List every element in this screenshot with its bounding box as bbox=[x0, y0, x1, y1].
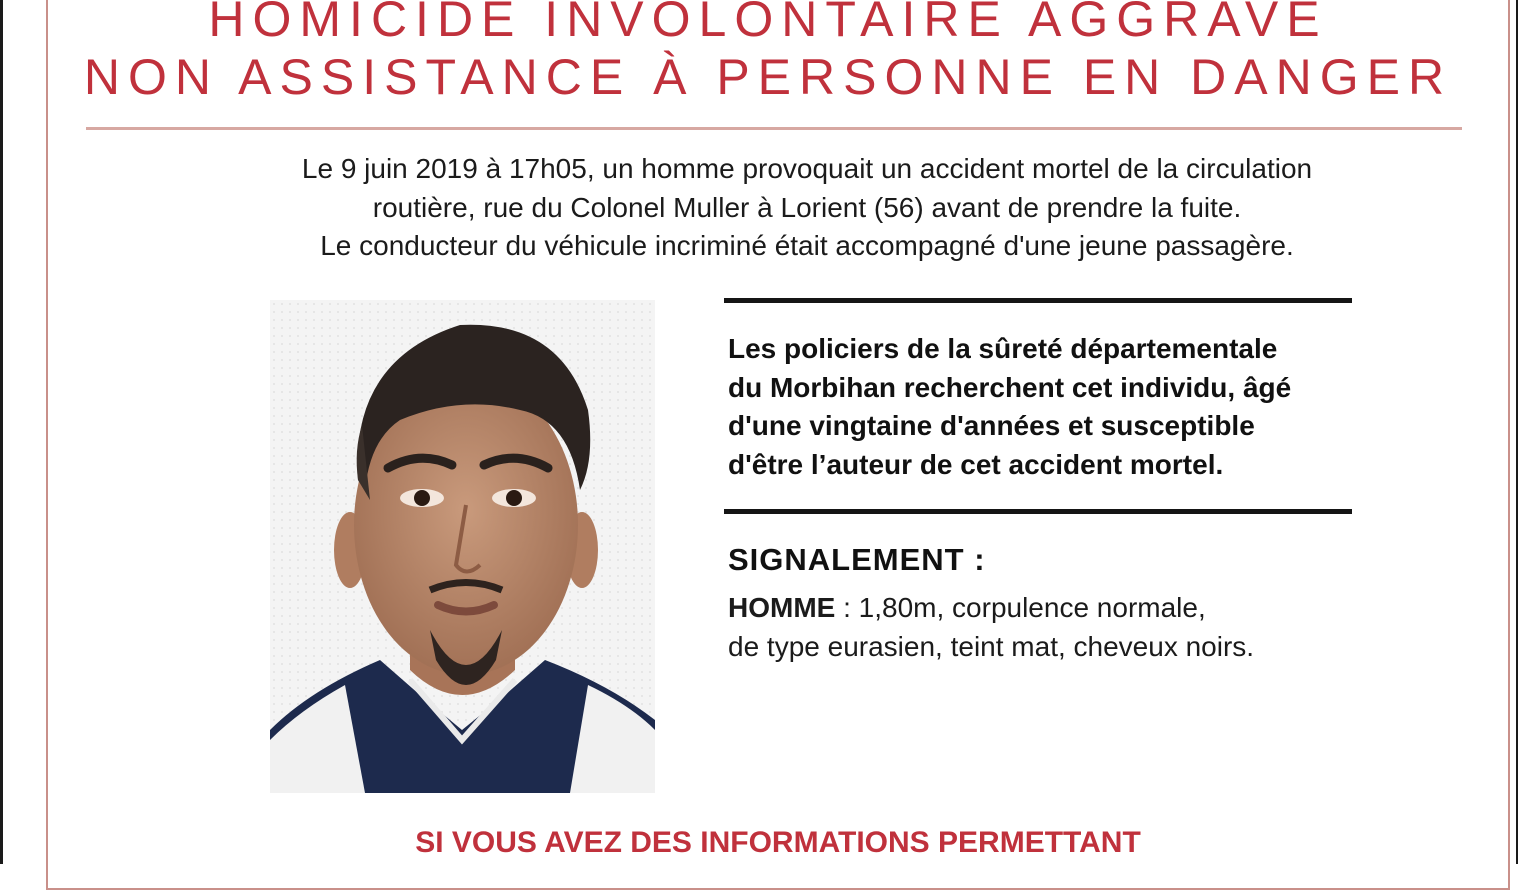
description-sex-label: HOMME bbox=[728, 592, 836, 623]
right-frame-edge bbox=[1516, 0, 1536, 864]
description-heading: SIGNALEMENT : bbox=[728, 542, 986, 577]
left-frame-edge bbox=[0, 0, 3, 864]
intro-line: Le conducteur du véhicule incriminé était accompagné d'une jeune passagère. bbox=[320, 230, 1294, 261]
notice-divider-top bbox=[724, 298, 1352, 303]
search-notice-line: Les policiers de la sûreté départementale bbox=[728, 333, 1278, 364]
description-line-2: de type eurasien, teint mat, cheveux noirs. bbox=[728, 630, 1255, 662]
title-divider bbox=[86, 127, 1462, 130]
search-notice bbox=[728, 330, 1408, 484]
poster-title-line-1: HOMICIDE INVOLONTAIRE AGGRAVE bbox=[208, 0, 1328, 47]
call-to-action: SI VOUS AVEZ DES INFORMATIONS PERMETTANT bbox=[415, 826, 1141, 859]
description-text bbox=[728, 589, 1254, 666]
search-notice-line: du Morbihan recherchent cet individu, âgé bbox=[728, 371, 1292, 403]
intro-paragraph bbox=[0, 150, 1536, 266]
search-notice-line: d'une vingtaine d'années et susceptible bbox=[728, 410, 1255, 441]
description-line-1: : 1,80m, corpulence normale, bbox=[835, 592, 1206, 623]
intro-line: routière, rue du Colonel Muller à Lorient (56) avant de prendre la fuite. bbox=[372, 191, 1242, 223]
search-notice-line: d'être l’auteur de cet accident mortel. bbox=[728, 448, 1224, 480]
intro-line: Le 9 juin 2019 à 17h05, un homme provoquait un accident mortel de la circulation bbox=[301, 153, 1313, 184]
notice-divider-bottom bbox=[724, 509, 1352, 514]
poster-title-line-2: NON ASSISTANCE À PERSONNE EN DANGER bbox=[83, 49, 1453, 105]
suspect-photo bbox=[270, 300, 655, 793]
